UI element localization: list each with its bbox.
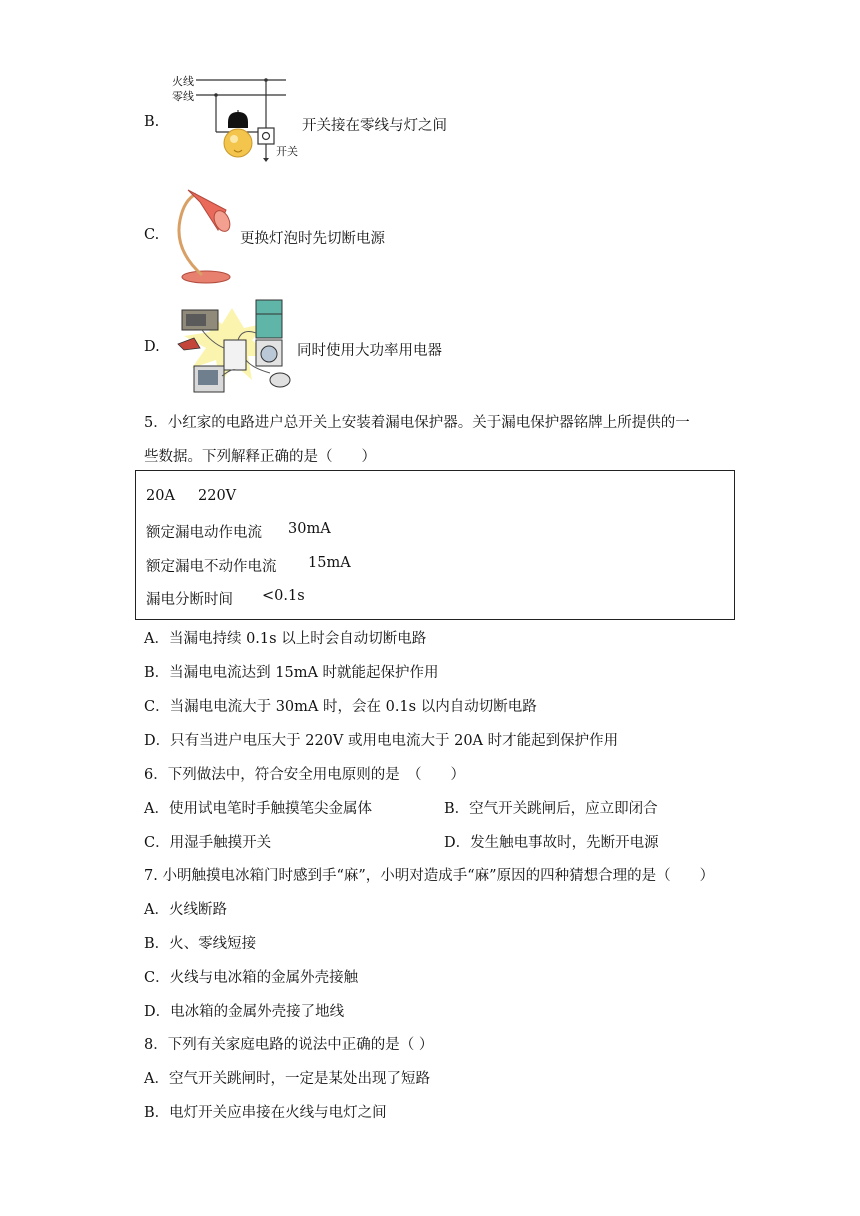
q7-option-b: B．火、零线短接	[144, 936, 257, 952]
q7-stem: 7. 小明触摸电冰箱门时感到手“麻”，小明对造成手“麻”原因的四种猜想合理的是（ ）	[144, 868, 715, 884]
q6-option-b: B．空气开关跳闸后，应立即闭合	[444, 801, 658, 817]
option-b-text: 开关接在零线与灯之间	[302, 118, 447, 134]
q5-option-d: D．只有当进户电压大于 220V 或用电电流大于 20A 时才能起到保护作用	[144, 733, 619, 749]
option-d-text: 同时使用大功率用电器	[297, 343, 442, 359]
q5-option-b: B．当漏电电流达到 15mA 时就能起保护作用	[144, 665, 439, 681]
nameplate-value: 15mA	[308, 555, 351, 571]
nameplate-label: 额定漏电动作电流	[146, 525, 262, 541]
q6-option-c: C．用湿手触摸开关	[144, 835, 272, 851]
q5-stem-line1: 5．小红家的电路进户总开关上安装着漏电保护器。关于漏电保护器铭牌上所提供的一	[144, 415, 690, 431]
nameplate-value: 30mA	[288, 521, 331, 537]
nameplate-value: 220V	[198, 488, 237, 504]
nameplate-value: <0.1s	[262, 588, 305, 604]
nameplate-box	[135, 470, 735, 620]
appliances-icon	[172, 288, 294, 396]
q8-option-b: B．电灯开关应串接在火线与电灯之间	[144, 1105, 387, 1121]
live-wire-label: 火线	[172, 75, 194, 88]
wiring-diagram	[168, 70, 298, 170]
nameplate-label: 额定漏电不动作电流	[146, 559, 277, 575]
q8-stem: 8．下列有关家庭电路的说法中正确的是（ ）	[144, 1037, 434, 1053]
nameplate-label: 漏电分断时间	[146, 592, 233, 608]
q8-option-a: A．空气开关跳闸时，一定是某处出现了短路	[144, 1071, 430, 1087]
option-c-text: 更换灯泡时先切断电源	[240, 231, 385, 247]
neutral-wire-label: 零线	[172, 90, 194, 103]
q6-option-d: D．发生触电事故时，先断开电源	[444, 835, 659, 851]
q6-stem: 6．下列做法中，符合安全用电原则的是 （ ）	[144, 767, 465, 783]
nameplate-label: 20A	[146, 488, 175, 504]
q7-option-c: C．火线与电冰箱的金属外壳接触	[144, 970, 359, 986]
q6-option-a: A．使用试电笔时手触摸笔尖金属体	[144, 801, 372, 817]
switch-icon	[168, 70, 298, 170]
option-c-letter: C.	[144, 227, 160, 243]
q5-option-a: A．当漏电持续 0.1s 以上时会自动切断电路	[144, 631, 427, 647]
q7-option-a: A．火线断路	[144, 902, 227, 918]
option-b-letter: B.	[144, 114, 160, 130]
switch-label: 开关	[276, 145, 298, 158]
q5-option-c: C．当漏电电流大于 30mA 时，会在 0.1s 以内自动切断电路	[144, 699, 537, 715]
desk-lamp-icon	[170, 180, 240, 285]
option-d-letter: D.	[144, 339, 160, 355]
q7-option-d: D．电冰箱的金属外壳接了地线	[144, 1004, 345, 1020]
q5-stem-line2: 些数据。下列解释正确的是（ ）	[144, 449, 376, 465]
